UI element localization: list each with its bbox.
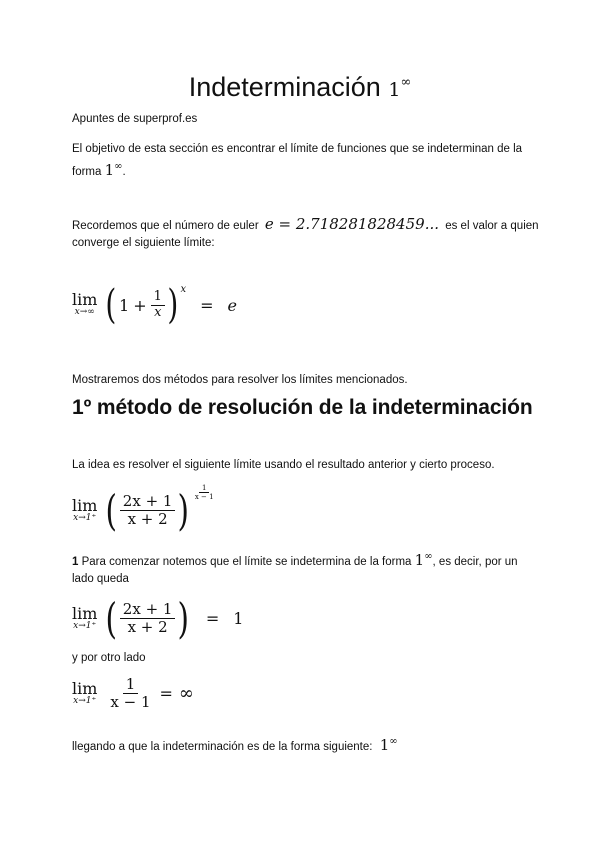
intro-paragraph [72,141,542,181]
exponent-fraction: $\frac{1}{x - 1}$ [194,484,214,502]
other-side-text: y por otro lado [72,652,146,664]
conclusion-form: 1∞ [379,736,398,754]
euler-paragraph [72,216,542,252]
right-paren: ) [167,282,179,328]
fraction: $\frac{1}{x - 1}$ [110,675,151,712]
conclusion-paragraph: llegando a que la indeterminación es de la forma siguiente: 1∞ [72,736,398,754]
formula-limit-base: lim x→1⁺ ( $\frac{2x + 1}{x + 2}$ ) = 1 [72,594,244,643]
step-1-line-1: 1 Para comenzar notemos que el límite se indetermina de la forma 1∞, es decir, por un [72,551,518,569]
limit-operator: lim x→1⁺ [72,495,98,523]
left-paren: ( [105,486,118,535]
limit-operator: lim x→1⁺ [72,603,98,631]
methods-paragraph: Mostraremos dos métodos para resolver los límites mencionados. [72,374,408,386]
intro-line-2: forma 1∞. [72,161,126,179]
fraction: $\frac{2x + 1}{x + 2}$ [120,493,176,529]
euler-value: e = 2.718281828459... [264,215,439,233]
limit-operator: lim x→∞ [72,290,98,318]
formula-main-limit [72,486,217,535]
limit-operator: lim x→1⁺ [72,678,98,706]
left-paren: ( [105,594,118,643]
step-number: 1 [72,556,79,568]
page-title [0,72,600,103]
formula-limit-exponent: lim x→1⁺ $\frac{1}{x - 1}$ = ∞ [72,675,194,712]
idea-paragraph: La idea es resolver el siguiente límite usando el resultado anterior y cierto proceso. [72,459,495,471]
section-heading: 1º método de resolución de la indeterminación [72,396,533,419]
step-1-paragraph [72,548,542,588]
right-paren: ) [177,594,190,643]
euler-line-2: converge el siguiente límite: [72,237,215,249]
fraction: $\frac{1}{x}$ [151,290,165,321]
fraction: $\frac{2x + 1}{x + 2}$ [120,601,176,637]
intro-form: 1∞ [104,161,123,179]
title-text: Indeterminación [188,72,381,102]
source-line: Apuntes de superprof.es [72,113,198,125]
exponent: x [180,284,187,295]
left-paren: ( [105,282,117,328]
title-exponent: 1∞ [388,74,412,101]
intro-line-1: El objetivo de esta sección es encontrar el límite de funciones que se indeterminan de la [72,143,523,155]
formula-euler-limit: lim x→∞ ( 1 + $\frac{1}{x}$ ) x = e [72,282,238,328]
euler-line-1: Recordemos que el número de euler e = 2.718281828459... es el valor a quien [72,215,539,233]
step-1-line-2: lado queda [72,573,129,585]
step-1-form: 1∞ [414,551,433,569]
right-paren: ) [177,486,190,535]
